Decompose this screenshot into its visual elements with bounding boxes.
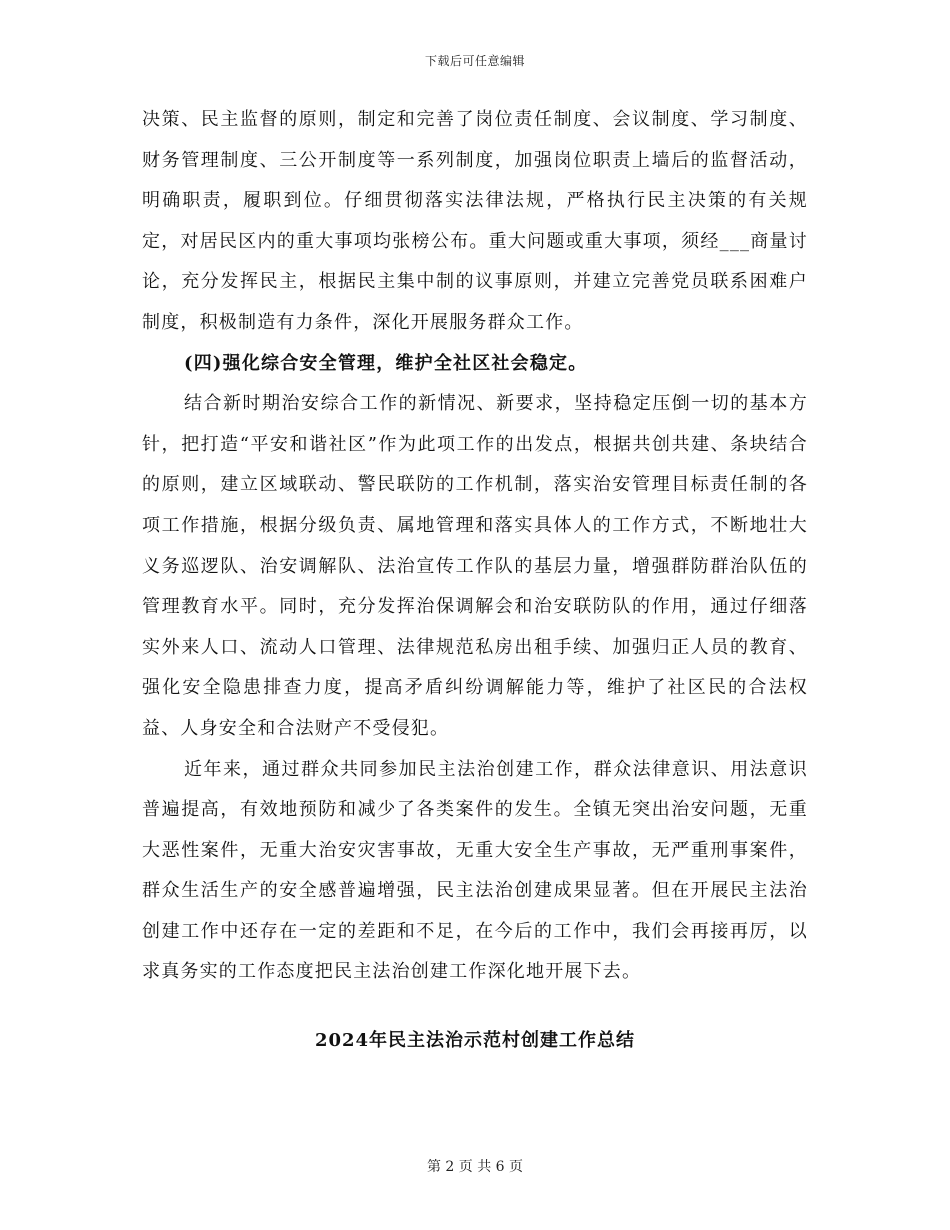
paragraph-security: 结合新时期治安综合工作的新情况、新要求，坚持稳定压倒一切的基本方针，把打造“平安和谐社区”作为此项工作的出发点，根据共创共建、条块结合的原则，建立区域联动、警民联防的工作机制，落实治安管理目标责任制的各项工作措施，根据分级负责、属地管理和落实具体人的工作方式，不断地壮大义务巡逻队、治安调解队、法治宣传工作队的基层力量，增强群防群治队伍的管理教育水平。同时，充分发挥治保调解会和治安联防队的作用，通过仔细落实外来人口、流动人口管理、法律规范私房出租手续、加强归正人员的教育、强化安全隐患排查力度，提高矛盾纠纷调解能力等，维护了社区民的合法权益、人身安全和合法财产不受侵犯。 (142, 393, 808, 739)
paragraph-summary: 近年来，通过群众共同参加民主法治创建工作，群众法律意识、用法意识普遍提高，有效地预防和减少了各类案件的发生。全镇无突出治安问题，无重大恶性案件，无重大治安灾害事故，无重大安全生产事故，无严重刑事案件，群众生活生产的安全感普遍增强，民主法治创建成果显著。但在开展民主法治创建工作中还存在一定的差距和不足，在今后的工作中，我们会再接再厉，以求真务实的工作态度把民主法治创建工作深化地开展下去。 (142, 758, 808, 983)
document-title: 2024年民主法治示范村创建工作总结 (314, 1030, 636, 1052)
document-body (142, 100, 808, 1061)
page-number: 第 2 页 共 6 页 (426, 1159, 524, 1175)
section-heading: (四)强化综合安全管理，维护全社区社会稳定。 (184, 352, 588, 374)
paragraph-continuation: 决策、民主监督的原则，制定和完善了岗位责任制度、会议制度、学习制度、财务管理制度、三公开制度等一系列制度，加强岗位职责上墙后的监督活动，明确职责，履职到位。仔细贯彻落实法律法规，严格执行民主决策的有关规定，对居民区内的重大事项均张榜公布。重大问题或重大事项，须经___商量讨论，充分发挥民主，根据民主集中制的议事原则，并建立完善党员联系困难户制度，积极制造有力条件，深化开展服务群众工作。 (142, 109, 808, 333)
page-header: 下载后可任意编辑 (424, 54, 525, 68)
